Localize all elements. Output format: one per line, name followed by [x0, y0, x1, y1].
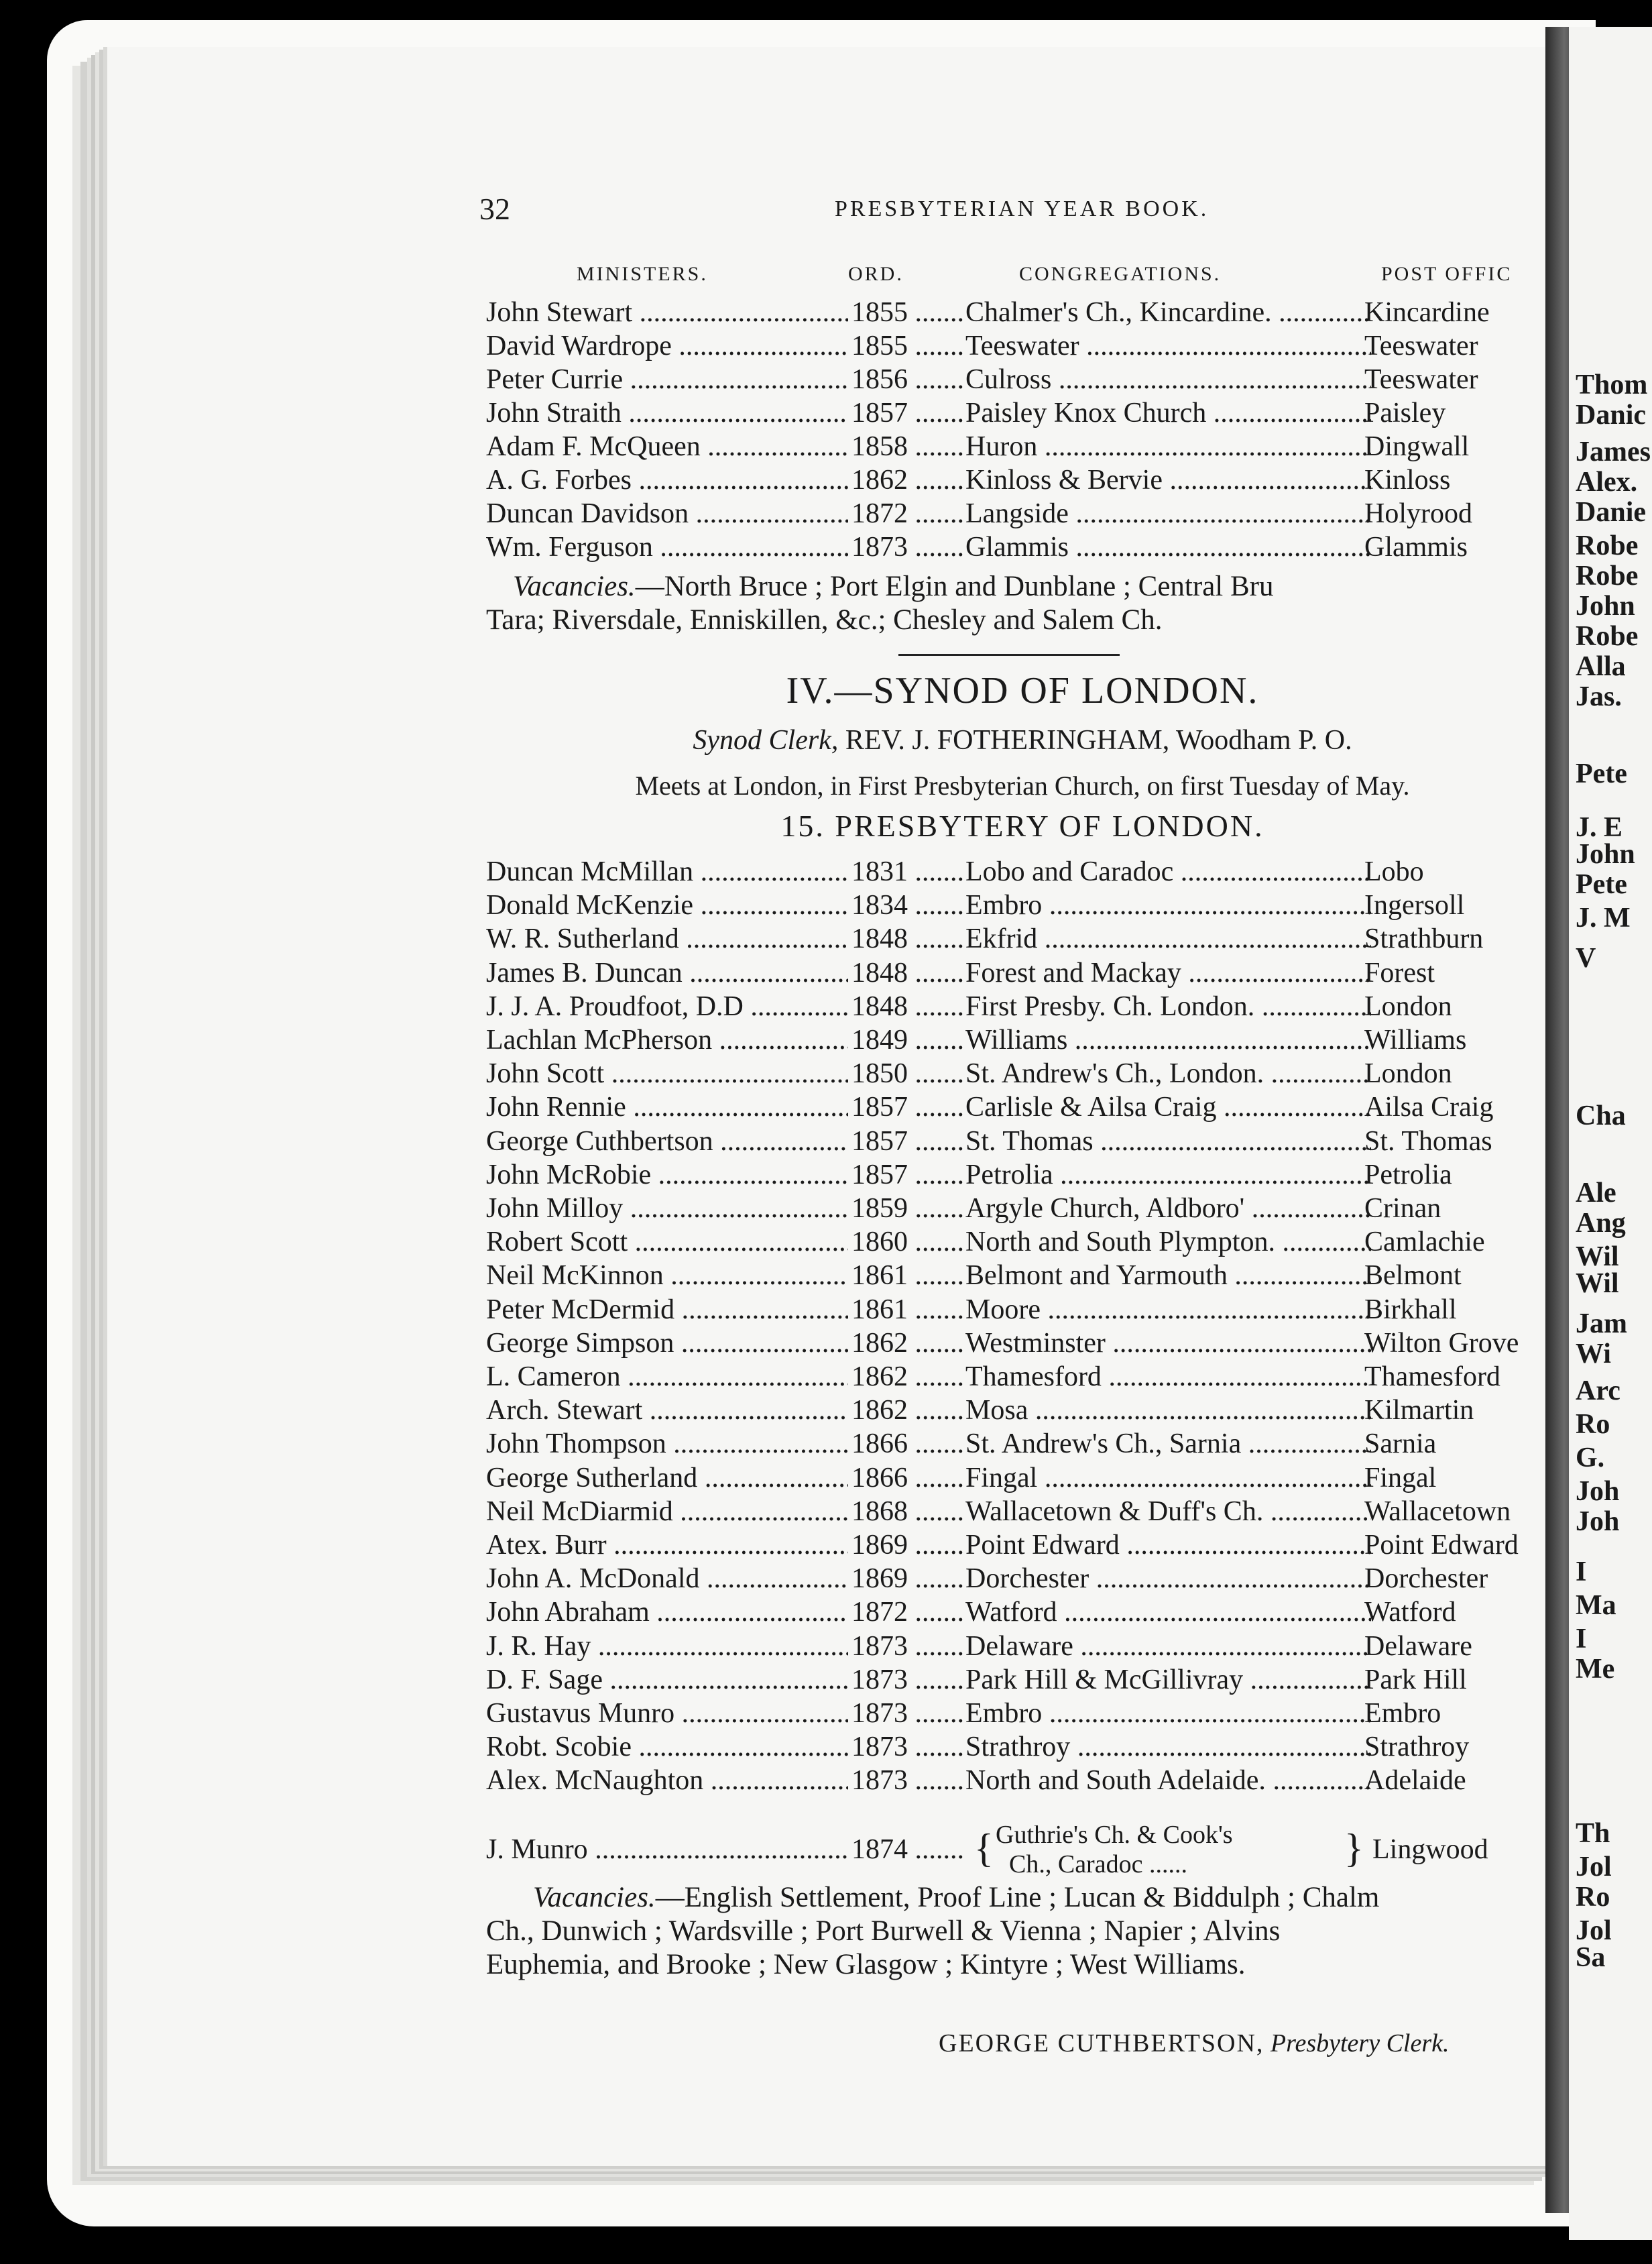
- table-row: [486, 1462, 1572, 1495]
- table-row: [486, 1664, 1572, 1697]
- post-office: Birkhall: [1364, 1294, 1457, 1325]
- ordination-year: 1873 .....: [851, 1630, 965, 1662]
- presbytery-title: 15. PRESBYTERY OF LONDON.: [780, 809, 1264, 843]
- minister-name: Arch. Stewart .....: [486, 1394, 848, 1426]
- ordination-year: 1849 .....: [851, 1024, 965, 1056]
- section-rule: [898, 654, 1120, 656]
- table-row: [486, 957, 1572, 990]
- table-row: [486, 1697, 1572, 1731]
- synod-meets: Meets at London, in First Presbyterian Church, on first Tuesday of May.: [635, 771, 1410, 801]
- congregation-line-2: Ch., Caradoc ......: [1009, 1850, 1187, 1878]
- ordination-year: 1858 .....: [851, 431, 965, 463]
- ordination-year: 1873 .....: [851, 531, 965, 563]
- table-row: [486, 1495, 1572, 1529]
- minister-name: Wm. Ferguson .....: [486, 531, 848, 563]
- minister-name: W. R. Sutherland .....: [486, 923, 848, 955]
- congregation: Wallacetown & Duff's Ch. .....: [965, 1495, 1371, 1528]
- post-office: Teeswater: [1364, 331, 1478, 361]
- post-office: Embro: [1364, 1698, 1441, 1729]
- ordination-year: 1873 .....: [851, 1731, 965, 1763]
- post-office: Ingersoll: [1364, 890, 1465, 921]
- minister-name: John Scott .....: [486, 1058, 848, 1090]
- facing-page-text: Joh: [1576, 1476, 1620, 1507]
- post-office: Sarnia: [1364, 1428, 1437, 1460]
- congregation: North and South Adelaide. .....: [965, 1764, 1371, 1797]
- running-title: PRESBYTERIAN YEAR BOOK.: [835, 196, 1210, 221]
- ordination-year: 1850 .....: [851, 1058, 965, 1090]
- table-row: [486, 1058, 1572, 1091]
- minister-name: Duncan McMillan .....: [486, 856, 848, 888]
- column-headings: [0, 263, 1652, 290]
- table-row: [486, 296, 1572, 330]
- congregation: Lobo and Caradoc .....: [965, 856, 1371, 888]
- facing-page-text: Jam: [1576, 1308, 1627, 1339]
- ordination-year: 1856 .....: [851, 363, 965, 396]
- facing-page-text: Alex.: [1576, 467, 1638, 498]
- minister-name: John A. McDonald .....: [486, 1563, 848, 1595]
- minister-name: John McRobie .....: [486, 1159, 848, 1191]
- minister-name: Duncan Davidson .....: [486, 498, 848, 530]
- ordination-year: 1862 .....: [851, 464, 965, 496]
- post-office: Thamesford: [1364, 1361, 1500, 1392]
- table-row: [486, 1259, 1572, 1293]
- table-row: [486, 1394, 1572, 1428]
- ordination-year: 1866 .....: [851, 1462, 965, 1494]
- brace-close: }: [1344, 1826, 1364, 1870]
- ordination-year: 1862 .....: [851, 1327, 965, 1359]
- congregation: Forest and Mackay .....: [965, 957, 1371, 989]
- congregation: Ekfrid .....: [965, 923, 1371, 955]
- ordination-year: 1857 .....: [851, 1125, 965, 1157]
- brace-open: {: [974, 1826, 994, 1870]
- vacancies-london: [486, 1881, 1559, 1982]
- table-row: [486, 1159, 1572, 1192]
- vacancies-text: —North Bruce ; Port Elgin and Dunblane ; Central Bru: [635, 571, 1274, 602]
- minister-name: John Milloy .....: [486, 1192, 848, 1225]
- facing-page-text: Robe: [1576, 561, 1639, 591]
- minister-name: Robert Scott .....: [486, 1226, 848, 1258]
- vacancies-text: Euphemia, and Brooke ; New Glasgow ; Kintyre ; West Williams.: [486, 1949, 1246, 1980]
- ordination-year: 1866 .....: [851, 1428, 965, 1460]
- post-office: Dorchester: [1364, 1563, 1488, 1595]
- table-row: [486, 1091, 1572, 1125]
- post-office: Holyrood: [1364, 498, 1472, 529]
- ordination-year: 1873 .....: [851, 1664, 965, 1696]
- post-office: Lobo: [1364, 856, 1424, 887]
- congregation: Embro .....: [965, 889, 1371, 921]
- post-office: Adelaide: [1364, 1765, 1466, 1797]
- table-row: [486, 464, 1572, 498]
- facing-page-text: Pete: [1576, 758, 1627, 789]
- congregation: Argyle Church, Aldboro' .....: [965, 1192, 1371, 1225]
- ordination-year: 1862 .....: [851, 1361, 965, 1393]
- post-office: Fingal: [1364, 1462, 1437, 1493]
- table-row: [486, 363, 1572, 397]
- table-row: [486, 1529, 1572, 1563]
- post-office: Kinloss: [1364, 465, 1451, 496]
- table-row: [486, 990, 1572, 1024]
- facing-page-text: Robe: [1576, 621, 1639, 652]
- congregation: First Presby. Ch. London. .....: [965, 990, 1371, 1023]
- minister-name: Adam F. McQueen .....: [486, 431, 848, 463]
- ordination-year: 1857 .....: [851, 1091, 965, 1123]
- post-office: Petrolia: [1364, 1159, 1452, 1190]
- congregation: Petrolia .....: [965, 1159, 1371, 1191]
- minister-name: George Simpson .....: [486, 1327, 848, 1359]
- minister-name: John Abraham .....: [486, 1596, 848, 1628]
- ordination-year: 1855 .....: [851, 296, 965, 329]
- vacancies-text: Tara; Riversdale, Enniskillen, &c.; Chesley and Salem Ch.: [486, 604, 1163, 636]
- post-office: Point Edward: [1364, 1530, 1519, 1561]
- minister-name: D. F. Sage .....: [486, 1664, 848, 1696]
- facing-page-text: J. M: [1576, 903, 1631, 933]
- minister-name: Lachlan McPherson .....: [486, 1024, 848, 1056]
- minister-name: L. Cameron .....: [486, 1361, 848, 1393]
- ordination-year: 1874 .....: [851, 1833, 965, 1866]
- post-office: Camlachie: [1364, 1227, 1485, 1258]
- facing-page-text: Ale: [1576, 1178, 1616, 1208]
- table-row: [486, 1596, 1572, 1630]
- facing-page-text: John: [1576, 839, 1635, 870]
- congregation: Huron .....: [965, 431, 1371, 463]
- congregation: Dorchester .....: [965, 1563, 1371, 1595]
- minister-name: Neil McKinnon .....: [486, 1259, 848, 1292]
- post-office: London: [1364, 990, 1452, 1022]
- ordination-year: 1848 .....: [851, 957, 965, 989]
- table-row: [486, 1361, 1572, 1394]
- congregation: Kinloss & Bervie .....: [965, 464, 1371, 496]
- congregation: Teeswater .....: [965, 330, 1371, 362]
- table-row: [486, 1630, 1572, 1664]
- ordination-year: 1857 .....: [851, 397, 965, 429]
- congregation: Westminster .....: [965, 1327, 1371, 1359]
- post-office: Paisley: [1364, 398, 1446, 429]
- facing-page-text: Wi: [1576, 1339, 1611, 1369]
- col-head-ord: ORD.: [848, 263, 904, 285]
- congregation: North and South Plympton. .....: [965, 1226, 1371, 1258]
- post-office: Kilmartin: [1364, 1395, 1474, 1426]
- congregation: Embro .....: [965, 1697, 1371, 1730]
- post-office: Forest: [1364, 957, 1435, 988]
- table-row: [486, 397, 1572, 431]
- congregation: Paisley Knox Church .....: [965, 397, 1371, 429]
- congregation: Belmont and Yarmouth .....: [965, 1259, 1371, 1292]
- post-office: Watford: [1364, 1597, 1456, 1628]
- minister-name: Robt. Scobie .....: [486, 1731, 848, 1763]
- table-row: [486, 1125, 1572, 1159]
- table-row: [486, 856, 1572, 889]
- ordination-year: 1872 .....: [851, 498, 965, 530]
- congregation-line-1: Guthrie's Ch. & Cook's: [996, 1825, 1233, 1849]
- col-head-ministers: MINISTERS.: [577, 263, 708, 285]
- congregation: Point Edward .....: [965, 1529, 1371, 1561]
- facing-page-text: James: [1576, 437, 1651, 467]
- vacancies-label: Vacancies.: [533, 1882, 656, 1913]
- post-office: Strathburn: [1364, 923, 1484, 955]
- minister-name: John Straith .....: [486, 397, 848, 429]
- facing-page-text: Ro: [1576, 1409, 1610, 1440]
- minister-name: Gustavus Munro .....: [486, 1697, 848, 1730]
- minister-name: John Thompson .....: [486, 1428, 848, 1460]
- minister-name: J. J. A. Proudfoot, D.D .....: [486, 990, 848, 1023]
- facing-page-text: J. E: [1576, 812, 1623, 843]
- minister-name: James B. Duncan .....: [486, 957, 848, 989]
- post-office: Wilton Grove: [1364, 1327, 1519, 1359]
- congregation: Chalmer's Ch., Kincardine. .....: [965, 296, 1371, 329]
- ordination-year: 1873 .....: [851, 1764, 965, 1797]
- congregation: St. Andrew's Ch., London. .....: [965, 1058, 1371, 1090]
- facing-page-text: Cha: [1576, 1100, 1626, 1131]
- facing-page-text: Ma: [1576, 1590, 1616, 1621]
- post-office: Crinan: [1364, 1193, 1441, 1224]
- post-office: Ailsa Craig: [1364, 1092, 1494, 1123]
- ordination-year: 1848 .....: [851, 990, 965, 1023]
- ordination-year: 1859 .....: [851, 1192, 965, 1225]
- synod-clerk-name: REV. J. FOTHERINGHAM, Woodham P. O.: [845, 725, 1352, 756]
- facing-page-text: Wil: [1576, 1241, 1619, 1272]
- facing-page-text: Danie: [1576, 497, 1646, 528]
- table-row: [486, 1192, 1572, 1226]
- ordination-year: 1868 .....: [851, 1495, 965, 1528]
- table-row: [486, 1024, 1572, 1058]
- minister-name: Peter McDermid .....: [486, 1294, 848, 1326]
- minister-name: Donald McKenzie .....: [486, 889, 848, 921]
- congregation: Park Hill & McGillivray .....: [965, 1664, 1371, 1696]
- table-row: [486, 330, 1572, 363]
- col-head-post-office: POST OFFIC: [1381, 263, 1513, 285]
- ordination-year: 1862 .....: [851, 1394, 965, 1426]
- page-number: 32: [479, 192, 510, 226]
- facing-page-text: Ro: [1576, 1882, 1610, 1913]
- congregation: Williams .....: [965, 1024, 1371, 1056]
- facing-page-text: V: [1576, 943, 1596, 974]
- ordination-year: 1848 .....: [851, 923, 965, 955]
- vacancies-label: Vacancies.: [513, 571, 636, 602]
- post-office: Park Hill: [1364, 1664, 1467, 1695]
- facing-page-text: Ang: [1576, 1208, 1626, 1239]
- table-row: [486, 889, 1572, 923]
- minister-name: George Sutherland .....: [486, 1462, 848, 1494]
- table-row: [486, 1731, 1572, 1764]
- signature-name: GEORGE CUTHBERTSON,: [939, 2029, 1264, 2057]
- post-office: Lingwood: [1372, 1834, 1488, 1865]
- facing-page-text: I: [1576, 1624, 1587, 1654]
- table-row: [486, 1226, 1572, 1259]
- post-office: Kincardine: [1364, 297, 1490, 328]
- minister-name: A. G. Forbes .....: [486, 464, 848, 496]
- facing-page-text: G.: [1576, 1442, 1605, 1473]
- post-office: Glammis: [1364, 532, 1468, 563]
- congregation: Watford .....: [965, 1596, 1371, 1628]
- table-row: [486, 1327, 1572, 1361]
- facing-page-text: Jas.: [1576, 681, 1622, 712]
- congregation: St. Thomas .....: [965, 1125, 1371, 1157]
- table-row: [486, 1563, 1572, 1596]
- vacancies-text: Ch., Dunwich ; Wardsville ; Port Burwell & Vienna ; Napier ; Alvins: [486, 1915, 1281, 1947]
- table-row: [486, 431, 1572, 464]
- table-row-munro: [486, 1825, 1572, 1879]
- page-header: [479, 191, 1552, 231]
- minister-name: J. Munro .....: [486, 1833, 848, 1866]
- congregation: Mosa .....: [965, 1394, 1371, 1426]
- post-office: Dingwall: [1364, 431, 1470, 462]
- minister-name: George Cuthbertson .....: [486, 1125, 848, 1157]
- facing-page-text: Th: [1576, 1818, 1610, 1849]
- congregation: Fingal .....: [965, 1462, 1371, 1494]
- presbytery-clerk-signature: [939, 2029, 1450, 2058]
- facing-page-text: Alla: [1576, 651, 1626, 682]
- facing-page-text: Jol: [1576, 1915, 1612, 1946]
- congregation: Moore .....: [965, 1294, 1371, 1326]
- ordination-year: 1872 .....: [851, 1596, 965, 1628]
- facing-page-text: Sa: [1576, 1942, 1606, 1973]
- synod-title: IV.—SYNOD OF LONDON.: [786, 670, 1259, 712]
- table-row: [486, 1428, 1572, 1461]
- facing-page-text: Jol: [1576, 1852, 1612, 1882]
- post-office: Delaware: [1364, 1630, 1472, 1662]
- ordination-year: 1855 .....: [851, 330, 965, 362]
- ordination-year: 1860 .....: [851, 1226, 965, 1258]
- vacancies-text: —English Settlement, Proof Line ; Lucan & Biddulph ; Chalm: [655, 1882, 1380, 1913]
- synod-clerk: [486, 724, 1559, 756]
- facing-page-text: Wil: [1576, 1268, 1619, 1299]
- minister-name: John Rennie .....: [486, 1091, 848, 1123]
- facing-page-text: Me: [1576, 1654, 1615, 1685]
- ordination-year: 1861 .....: [851, 1259, 965, 1292]
- synod-clerk-label: Synod Clerk,: [693, 725, 839, 756]
- congregation: Glammis .....: [965, 531, 1371, 563]
- table-row: [486, 1764, 1572, 1798]
- congregation: Langside .....: [965, 498, 1371, 530]
- ordination-year: 1861 .....: [851, 1294, 965, 1326]
- post-office: Williams: [1364, 1025, 1467, 1056]
- table-row: [486, 923, 1572, 956]
- ordination-year: 1857 .....: [851, 1159, 965, 1191]
- minister-name: John Stewart .....: [486, 296, 848, 329]
- facing-page-text: Joh: [1576, 1506, 1620, 1537]
- facing-page-text: I: [1576, 1556, 1587, 1587]
- congregation: Thamesford .....: [965, 1361, 1371, 1393]
- ordination-year: 1869 .....: [851, 1529, 965, 1561]
- post-office: Strathroy: [1364, 1732, 1470, 1763]
- post-office: Teeswater: [1364, 364, 1478, 395]
- facing-page-text: Pete: [1576, 869, 1627, 900]
- facing-page-fragment: [1569, 27, 1652, 2240]
- congregation: Strathroy .....: [965, 1731, 1371, 1763]
- table-row: [486, 1294, 1572, 1327]
- col-head-congregations: CONGREGATIONS.: [1019, 263, 1222, 285]
- ordination-year: 1869 .....: [851, 1563, 965, 1595]
- minister-name: J. R. Hay .....: [486, 1630, 848, 1662]
- congregation: Carlisle & Ailsa Craig .....: [965, 1091, 1371, 1123]
- facing-page-text: Thom: [1576, 370, 1648, 400]
- minister-name: Atex. Burr .....: [486, 1529, 848, 1561]
- ordination-year: 1873 .....: [851, 1697, 965, 1730]
- congregation: St. Andrew's Ch., Sarnia .....: [965, 1428, 1371, 1460]
- congregation: Culross .....: [965, 363, 1371, 396]
- facing-page-text: Danic: [1576, 400, 1646, 431]
- table-row: [486, 531, 1572, 565]
- post-office: St. Thomas: [1364, 1125, 1492, 1157]
- ordination-year: 1831 .....: [851, 856, 965, 888]
- minister-name: Neil McDiarmid .....: [486, 1495, 848, 1528]
- minister-name: Alex. McNaughton .....: [486, 1764, 848, 1797]
- post-office: Wallacetown: [1364, 1495, 1511, 1527]
- facing-page-text: Arc: [1576, 1375, 1620, 1406]
- facing-page-text: Robe: [1576, 530, 1639, 561]
- minister-name: Peter Currie .....: [486, 363, 848, 396]
- signature-role: Presbytery Clerk.: [1270, 2029, 1450, 2057]
- ordination-year: 1834 .....: [851, 889, 965, 921]
- congregation: Delaware .....: [965, 1630, 1371, 1662]
- post-office: Belmont: [1364, 1260, 1462, 1292]
- table-row: [486, 498, 1572, 531]
- vacancies-top: [486, 570, 1559, 637]
- post-office: London: [1364, 1058, 1452, 1090]
- facing-page-text: John: [1576, 591, 1635, 622]
- minister-name: David Wardrope .....: [486, 330, 848, 362]
